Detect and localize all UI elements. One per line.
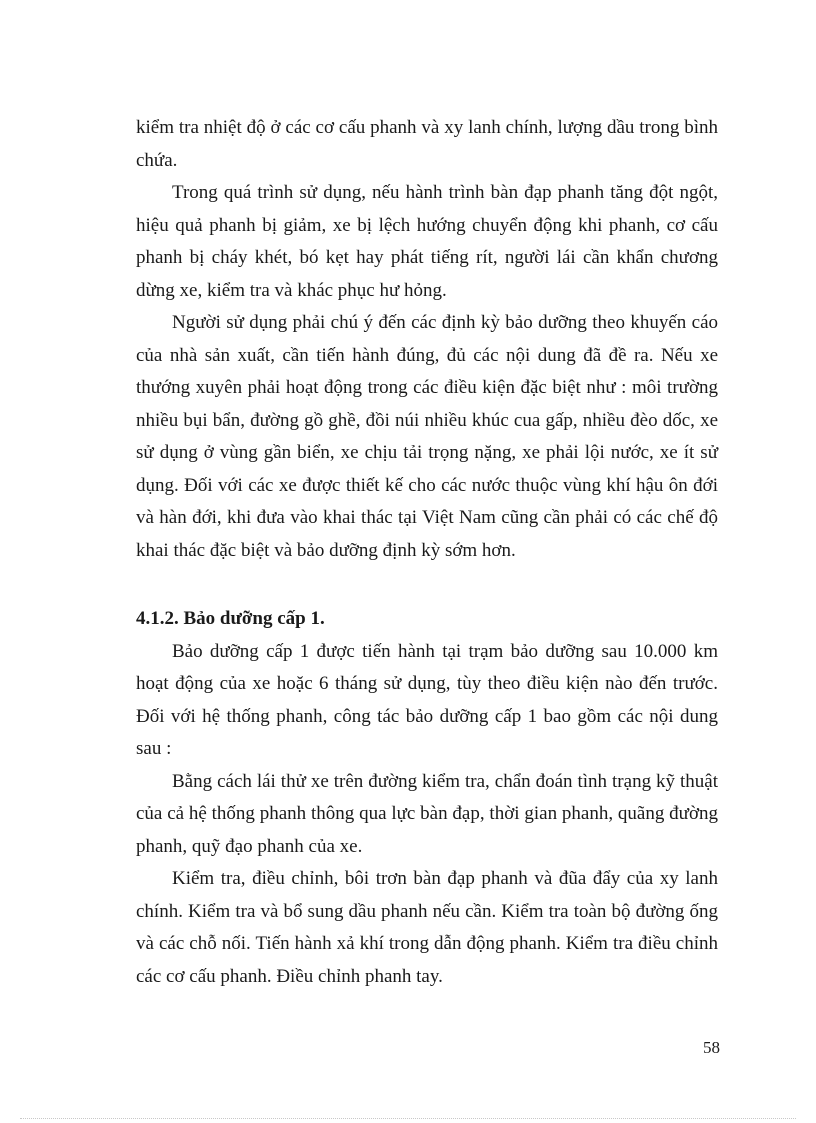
page-bottom-divider bbox=[20, 1118, 796, 1119]
section-heading: 4.1.2. Bảo dưỡng cấp 1. bbox=[136, 608, 325, 629]
paragraph-inspection-steps: Kiểm tra, điều chỉnh, bôi trơn bàn đạp phanh và đũa đẩy của xy lanh chính. Kiểm tra và bổ sung dầu phanh nếu cần. Kiểm tra toàn bộ đường ống và các chỗ nối. Tiến hành xả khí trong dẫn động phanh. Kiểm tra điều chỉnh các cơ cấu phanh. Điều chỉnh phanh tay. bbox=[136, 868, 718, 987]
paragraph-level1-intro: Bảo dưỡng cấp 1 được tiến hành tại trạm bảo dưỡng sau 10.000 km hoạt động của xe hoặc 6 tháng sử dụng, tùy theo điều kiện nào đến trước. Đối với hệ thống phanh, công tác bảo dưỡng cấp 1 bao gồm các nội dung sau : bbox=[136, 640, 718, 759]
page-number: 58 bbox=[703, 1038, 720, 1057]
paragraph-continuation: kiểm tra nhiệt độ ở các cơ cấu phanh và xy lanh chính, lượng dầu trong bình chứa. bbox=[136, 117, 718, 171]
paragraph-test-drive: Bằng cách lái thử xe trên đường kiểm tra, chẩn đoán tình trạng kỹ thuật của cả hệ thống phanh thông qua lực bàn đạp, thời gian phanh, quãng đường phanh, quỹ đạo phanh của xe. bbox=[136, 770, 718, 857]
page-body bbox=[136, 112, 718, 993]
paragraph-usage-warning: Trong quá trình sử dụng, nếu hành trình bàn đạp phanh tăng đột ngột, hiệu quả phanh bị giảm, xe bị lệch hướng chuyển động khi phanh, cơ cấu phanh bị cháy khét, bó kẹt hay phát tiếng rít, người lái cần khẩn chương dừng xe, kiểm tra và khác phục hư hỏng. bbox=[136, 182, 718, 301]
paragraph-maintenance-schedule: Người sử dụng phải chú ý đến các định kỳ bảo dưỡng theo khuyến cáo của nhà sản xuất, cần tiến hành đúng, đủ các nội dung đã đề ra. Nếu xe thướng xuyên phải hoạt động trong các điều kiện đặc biệt như : môi trường nhiều bụi bẩn, đường gồ ghề, đồi núi nhiều khúc cua gấp, nhiều đèo dốc, xe sử dụng ở vùng gần biển, xe chịu tải trọng nặng, xe phải lội nước, xe ít sử dụng. Đối với các xe được thiết kế cho các nước thuộc vùng khí hậu ôn đới và hàn đới, khi đưa vào khai thác tại Việt Nam cũng cần phải có các chế độ khai thác đặc biệt và bảo dưỡng định kỳ sớm hơn. bbox=[136, 312, 718, 561]
